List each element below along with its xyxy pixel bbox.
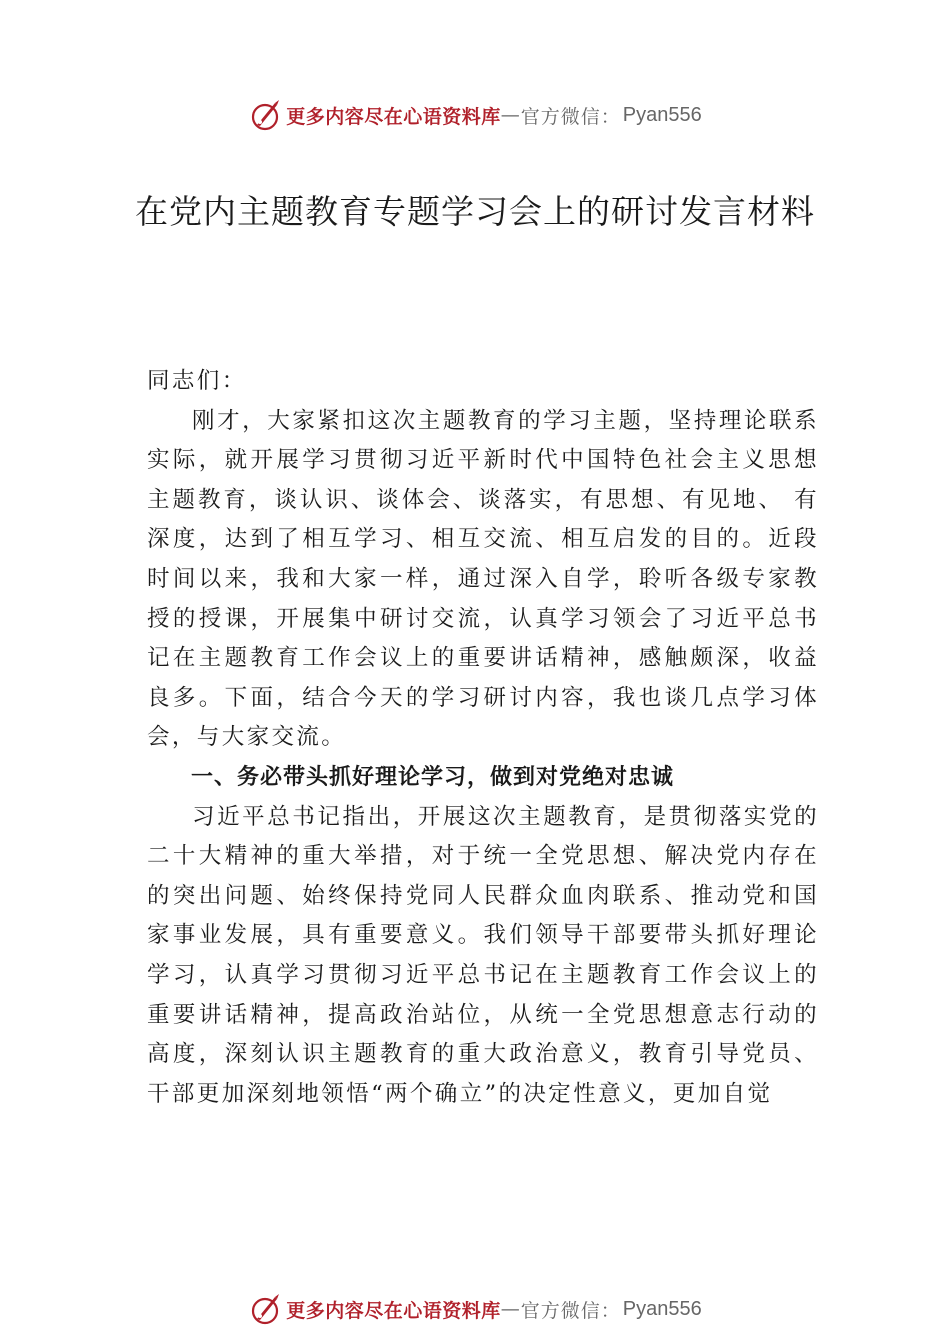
footer-watermark-banner: [0, 1289, 950, 1329]
banner-wechat-label: 官方微信：: [520, 1299, 621, 1322]
paragraph-intro: 刚才，大家紧扣这次主题教育的学习主题，坚持理论联系实际，就开展学习贯彻习近平新时代中国特色社会主义思想主题教育，谈认识、谈体会、谈落实，有思想、有见地、 有深度，达到了相互学习、相互交流、相互启发的目的。近段时间以来，我和大家一样，通过深入自学，聆听各级专家教授的授课，开展集中研讨交流，认真学习领会了习近平总书记在主题教育工作会议上的重要讲话精神，感触颇深，收益良多。下面，结合今天的学习研讨内容，我也谈几点学习体会，与大家交流。: [147, 407, 819, 751]
document-title: 在党内主题教育专题学习会上的研讨发言材料: [135, 192, 815, 231]
document-body: [147, 362, 819, 1114]
banner-wechat-id: Pyan556: [622, 103, 702, 126]
banner-separator: —: [500, 1298, 521, 1320]
banner-separator: —: [500, 104, 521, 126]
quill-pen-logo-icon: [248, 98, 282, 132]
banner-brand-text: 更多内容尽在心语资料库: [286, 1299, 501, 1322]
paragraph-section-1: 习近平总书记指出，开展这次主题教育，是贯彻落实党的二十大精神的重大举措，对于统一全党思想、解决党内存在的突出问题、始终保持党同人民群众血肉联系、推动党和国家事业发展，具有重要意义。我们领导干部要带头抓好理论学习，认真学习贯彻习近平总书记在主题教育工作会议上的重要讲话精神，提高政治站位，从统一全党思想意志行动的高度，深刻认识主题教育的重大政治意义，教育引导党员、干部更加深刻地领悟“两个确立”的决定性意义，更加自觉: [147, 803, 819, 1107]
header-watermark-banner: [0, 95, 950, 135]
quill-pen-logo-icon: [248, 1292, 282, 1326]
section-heading-1: 一、务必带头抓好理论学习，做到对党绝对忠诚: [191, 764, 675, 790]
salutation: 同志们：: [147, 368, 247, 394]
banner-wechat-id: Pyan556: [622, 1297, 702, 1320]
banner-wechat-label: 官方微信：: [520, 105, 621, 128]
banner-brand-text: 更多内容尽在心语资料库: [286, 105, 501, 128]
